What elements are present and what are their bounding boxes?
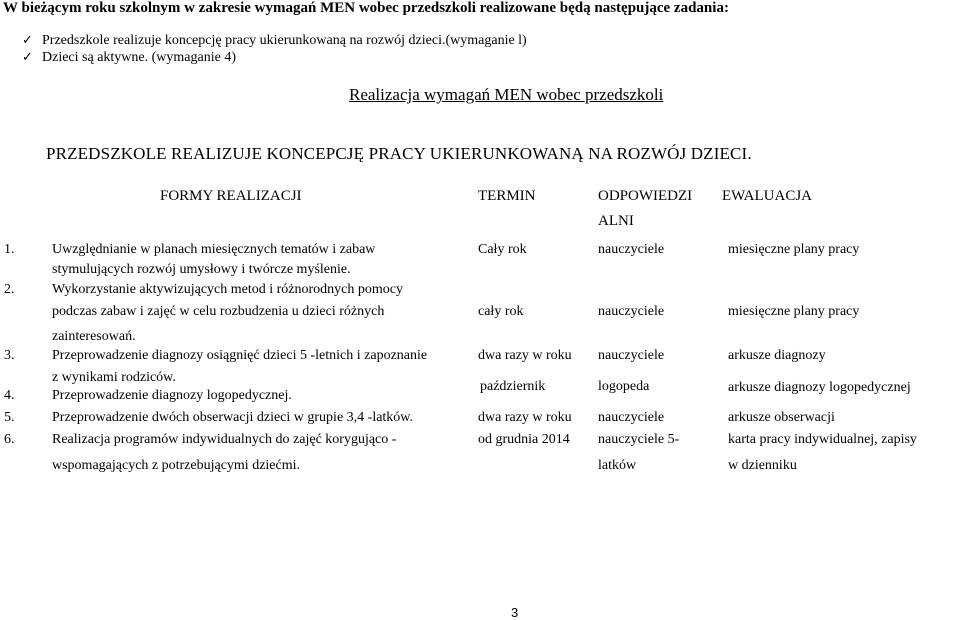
row-evaluation: miesięczne plany pracy — [728, 304, 860, 319]
row-form-line: Wykorzystanie aktywizujących metod i różnorodnych pomocy — [52, 282, 403, 297]
row-form-line: Uwzględnianie w planach miesięcznych tematów i zabaw — [52, 242, 376, 257]
checklist-item — [22, 50, 722, 68]
row-evaluation: karta pracy indywidualnej, zapisy — [728, 432, 917, 447]
row-responsible: logopeda — [598, 379, 650, 394]
row-evaluation: w dzienniku — [728, 458, 797, 473]
row-number: 4. — [4, 388, 15, 403]
row-responsible: nauczyciele — [598, 242, 665, 257]
row-term: dwa razy w roku — [478, 348, 572, 363]
row-responsible: nauczyciele 5- — [598, 432, 680, 447]
row-term: od grudnia 2014 — [478, 432, 570, 447]
page-number: 3 — [511, 605, 519, 620]
header-responsible-cont: ALNI — [598, 213, 634, 229]
checklist-item — [22, 33, 722, 51]
row-form-line: zainteresowań. — [52, 329, 136, 344]
row-number: 6. — [4, 432, 15, 447]
checklist-item-text: Przedszkole realizuje koncepcję pracy ukierunkowaną na rozwój dzieci.(wymaganie l) — [42, 33, 527, 48]
row-evaluation: arkusze diagnozy — [728, 348, 826, 363]
checkmark-icon: ✓ — [22, 33, 33, 48]
row-term: Cały rok — [478, 242, 527, 257]
row-number: 3. — [4, 348, 15, 363]
row-form-line: Przeprowadzenie diagnozy osiągnięć dzieci 5 -letnich i zapoznanie — [52, 348, 428, 363]
row-form-line: Przeprowadzenie dwóch obserwacji dzieci w grupie 3,4 -latków. — [52, 410, 414, 425]
row-responsible: latków — [598, 458, 637, 473]
row-responsible: nauczyciele — [598, 304, 665, 319]
row-number: 1. — [4, 242, 15, 257]
row-form-line: stymulujących rozwój umysłowy i twórcze myślenie. — [52, 262, 351, 277]
header-evaluation: EWALUACJA — [722, 188, 812, 204]
header-responsible: ODPOWIEDZI — [598, 188, 693, 204]
row-evaluation: arkusze obserwacji — [728, 410, 835, 425]
row-form-line: podczas zabaw i zajęć w celu rozbudzenia u dzieci różnych — [52, 304, 385, 319]
row-term: cały rok — [478, 304, 524, 319]
row-responsible: nauczyciele — [598, 348, 665, 363]
row-form-line: z wynikami rodziców. — [52, 370, 176, 385]
row-form-line: Realizacja programów indywidualnych do zajęć korygująco - — [52, 432, 397, 447]
row-evaluation: miesięczne plany pracy — [728, 242, 860, 257]
checklist-item-text: Dzieci są aktywne. (wymaganie 4) — [42, 50, 236, 65]
document-heading: W bieżącym roku szkolnym w zakresie wymagań MEN wobec przedszkoli realizowane będą następujące zadania: — [3, 0, 729, 16]
header-forms: FORMY REALIZACJI — [160, 188, 302, 204]
row-number: 5. — [4, 410, 15, 425]
row-responsible: nauczyciele — [598, 410, 665, 425]
row-form-line: Przeprowadzenie diagnozy logopedycznej. — [52, 388, 292, 403]
row-term: październik — [480, 379, 546, 394]
checkmark-icon: ✓ — [22, 50, 33, 65]
row-term: dwa razy w roku — [478, 410, 572, 425]
row-number: 2. — [4, 282, 15, 297]
requirement-title: PRZEDSZKOLE REALIZUJE KONCEPCJĘ PRACY UKIERUNKOWANĄ NA ROZWÓJ DZIECI. — [46, 144, 752, 163]
header-term: TERMIN — [478, 188, 536, 204]
row-form-line: wspomagających z potrzebującymi dziećmi. — [52, 458, 301, 473]
section-subtitle: Realizacja wymagań MEN wobec przedszkoli — [349, 85, 664, 104]
row-evaluation: arkusze diagnozy logopedycznej — [728, 380, 911, 395]
